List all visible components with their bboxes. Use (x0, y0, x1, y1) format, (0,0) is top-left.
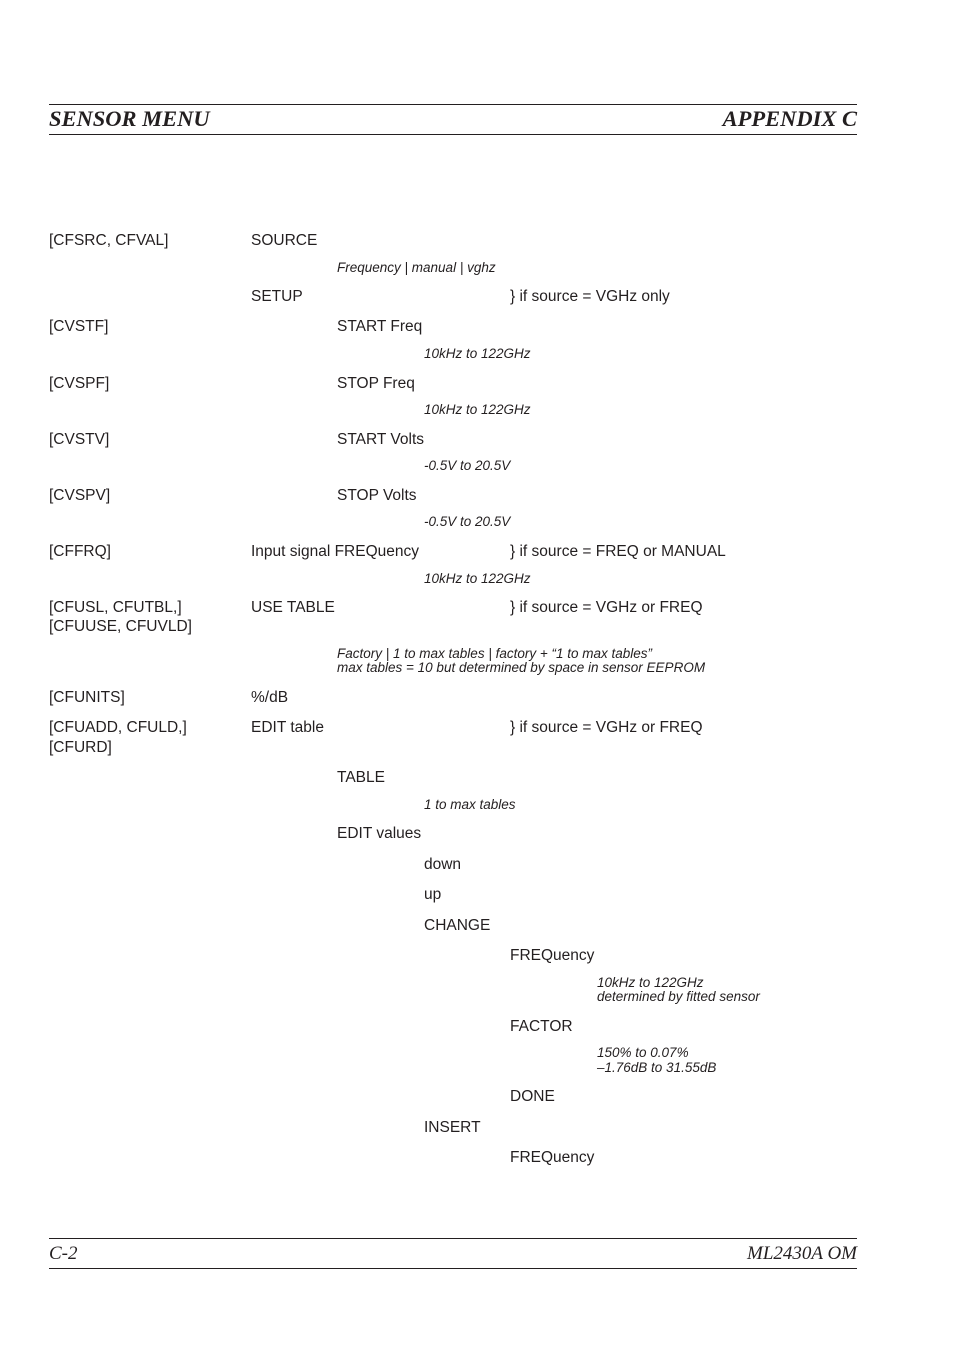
table-range: 1 to max tables (424, 797, 516, 812)
menu-done: DONE (510, 1088, 555, 1105)
input-freq-range: 10kHz to 122GHz (424, 571, 531, 586)
page-number: C-2 (49, 1243, 78, 1264)
command-cfunits: [CFUNITS] (49, 689, 125, 706)
menu-factor: FACTOR (510, 1018, 573, 1035)
menu-change: CHANGE (424, 917, 491, 934)
command-cfusl: [CFUSL, CFUTBL,] (49, 599, 182, 616)
command-cfuadd: [CFUADD, CFULD,] (49, 719, 187, 736)
start-freq-range: 10kHz to 122GHz (424, 346, 531, 361)
use-table-note: max tables = 10 but determined by space in sensor EEPROM (337, 660, 706, 675)
header-appendix: APPENDIX C (722, 106, 857, 131)
menu-edit-table: EDIT table (251, 719, 324, 736)
header-title: SENSOR MENU (49, 106, 210, 131)
command-cvspv: [CVSPV] (49, 487, 111, 504)
stop-volts-range: -0.5V to 20.5V (424, 514, 511, 529)
menu-insert-frequency: FREQuency (510, 1149, 595, 1166)
command-cfsrc: [CFSRC, CFVAL] (49, 232, 169, 249)
command-cvspf: [CVSPF] (49, 375, 110, 392)
menu-start-volts: START Volts (337, 431, 425, 448)
menu-insert: INSERT (424, 1119, 481, 1136)
use-table-condition: } if source = VGHz or FREQ (510, 599, 703, 616)
menu-change-frequency: FREQuency (510, 947, 595, 964)
menu-up: up (424, 886, 442, 903)
menu-down: down (424, 856, 462, 873)
menu-setup: SETUP (251, 288, 303, 305)
header-bottom-rule (49, 134, 857, 135)
menu-use-table: USE TABLE (251, 599, 335, 616)
menu-stop-volts: STOP Volts (337, 487, 417, 504)
document-title: ML2430A OM (747, 1243, 857, 1264)
factor-range-db: –1.76dB to 31.55dB (597, 1060, 717, 1075)
menu-start-freq: START Freq (337, 318, 423, 335)
footer-bottom-rule (49, 1268, 857, 1269)
command-cvstv: [CVSTV] (49, 431, 110, 448)
command-cfurd: [CFURD] (49, 739, 112, 756)
menu-edit-values: EDIT values (337, 825, 422, 842)
start-volts-range: -0.5V to 20.5V (424, 458, 511, 473)
command-cfuuse: [CFUUSE, CFUVLD] (49, 618, 192, 635)
change-freq-range: 10kHz to 122GHz (597, 975, 704, 990)
menu-input-freq: Input signal FREQuency (251, 543, 420, 560)
setup-condition: } if source = VGHz only (510, 288, 670, 305)
menu-units: %/dB (251, 689, 289, 706)
menu-source: SOURCE (251, 232, 318, 249)
edit-table-condition: } if source = VGHz or FREQ (510, 719, 703, 736)
input-freq-condition: } if source = FREQ or MANUAL (510, 543, 726, 560)
change-freq-note: determined by fitted sensor (597, 989, 760, 1004)
factor-range-percent: 150% to 0.07% (597, 1045, 689, 1060)
source-options: Frequency | manual | vghz (337, 260, 496, 275)
command-cffrq: [CFFRQ] (49, 543, 111, 560)
menu-table: TABLE (337, 769, 385, 786)
menu-stop-freq: STOP Freq (337, 375, 415, 392)
stop-freq-range: 10kHz to 122GHz (424, 402, 531, 417)
use-table-options: Factory | 1 to max tables | factory + “1 to max tables” (337, 646, 653, 661)
command-cvstf: [CVSTF] (49, 318, 109, 335)
footer-top-rule (49, 1238, 857, 1239)
